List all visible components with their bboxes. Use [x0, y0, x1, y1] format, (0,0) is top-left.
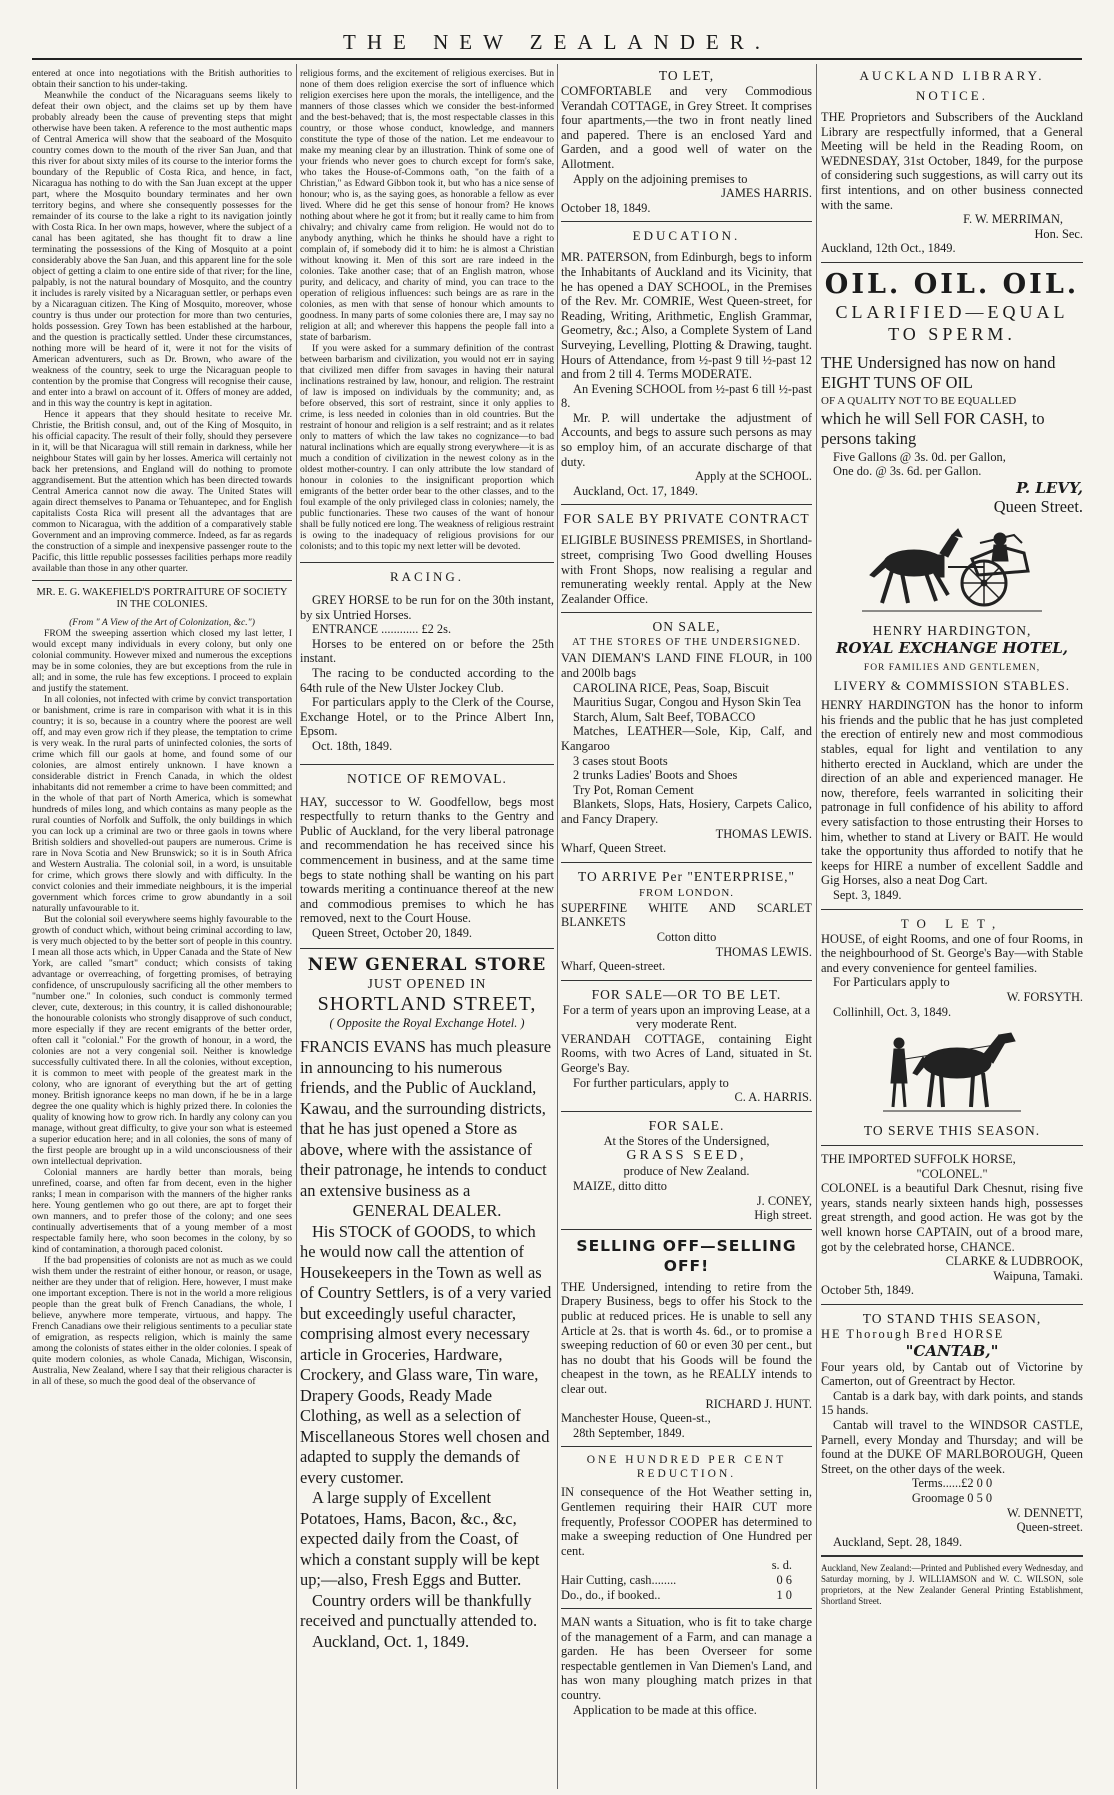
- ad-date: Auckland, 12th Oct., 1849.: [821, 241, 956, 256]
- ad-date: October 18, 1849.: [561, 200, 651, 215]
- ad-text: GENERAL DEALER.: [352, 1201, 502, 1221]
- divider: [821, 262, 1083, 263]
- ad-text: produce of New Zealand.: [623, 1164, 750, 1179]
- price-value: 0 6: [776, 1572, 792, 1587]
- ad-street: SHORTLAND STREET,: [317, 993, 537, 1016]
- list-item: CAROLINA RICE, Peas, Soap, Biscuit: [573, 680, 769, 695]
- ad-subheading: LIVERY & COMMISSION STABLES.: [834, 678, 1070, 694]
- list-item: 3 cases stout Boots: [573, 753, 668, 768]
- ad-date: Sept. 3, 1849.: [833, 887, 902, 902]
- ad-body: HENRY HARDINGTON has the honor to inform his friends and the public that he has just completed the erection of entirely new and most commodious stables, equal for light and ventilation to any hitherto erected in Auckland, which are under the direction of an able and experienced manager. He now, therefore, feels warranted in soliciting their patronage in full confidence of his ability to afford every satisfaction to those entrusting their Horses to him, whether to stand at Livery or BAIT. He would take the opportunity thus afforded to notify that he keeps for HIRE a number of excellent Saddle and Gig Horses, also a neat Dog Cart.: [821, 698, 1083, 888]
- ad-text: Queen-street.: [1016, 1520, 1083, 1535]
- ad-body: IN consequence of the Hot Weather setting in, Gentlemen requiring their HAIR CUT more frequently, Professor COOPER has determined to make a sweeping reduction of One Hundred per cent.: [561, 1485, 812, 1558]
- price-row: [561, 1588, 812, 1603]
- ad-heading: AUCKLAND LIBRARY.: [859, 68, 1045, 83]
- selling-off-ad: [561, 1236, 812, 1441]
- masthead-rule: [32, 58, 1082, 60]
- divider: [821, 1304, 1083, 1305]
- price-label: Do., do., if booked..: [561, 1587, 661, 1602]
- ad-body: GREY HORSE to be run for on the 30th instant, by six Untried Horses.: [300, 593, 554, 622]
- ad-body: THE Undersigned has now on hand EIGHT TUNS OF OIL: [821, 352, 1056, 393]
- article-paragraph: religious forms, and the excitement of religious exercises. But in none of them does religion exercise the sort of influence which religion exercises here upon the morals, the intelligence, and the manners of those classes which we consider the best-informed and the best-behaved; that is, the most respectable classes in this country, or those whose conduct, knowledge, and manners constitute the type of those of the nation. Let me endeavour to make my meaning clear by an illustration. Think of some one of your friends who never goes to church except for form's sake, who takes the House-of-Commons oath, "on the faith of a Christian," as Edward Gibbon took it, but who has a nice sense of honour; who is, as the saying goes, as honorable a fellow as ever lived. Where did he get this sense of honour from? He knows nothing about where he got it from; but it really came to him from chivalry; and chivalry came from religion. He would not do to anybody anything, which he thinks he should have a right to complain of, if somebody did it to him: he is almost a Christian without knowing it. Men of this sort are rare indeed in the colonies. Take another case; that of an English matron, whose purity, and delicacy, and charity of mind, you can trace to the operation of religious influences: such beings are as rare in the colonies, as men with that sense of honour which amounts to goodness. In many parts of some colonies there are, I may say no religion at all; and wherever this happens the people fall into a state of barbarism.: [300, 68, 554, 343]
- ad-text: Waipuna, Tamaki.: [993, 1268, 1083, 1283]
- ad-date: Queen Street, October 20, 1849.: [312, 925, 473, 940]
- list-item: Try Pot, Roman Cement: [573, 782, 694, 797]
- ad-text: At the Stores of the Undersigned,: [603, 1133, 770, 1148]
- to-let-ad: [561, 68, 812, 215]
- article-source: (From " A View of the Art of Colonization, &c."): [69, 617, 255, 628]
- ad-text: For Particulars apply to: [833, 975, 950, 990]
- divider: [561, 221, 812, 222]
- ad-text: Wharf, Queen Street.: [561, 841, 667, 856]
- ad-text: Apply on the adjoining premises to: [573, 171, 748, 186]
- ad-subheading: GRASS SEED,: [626, 1148, 747, 1164]
- ad-text: For particulars apply to the Clerk of the Course, Exchange Hotel, or to the Prince Albert Inn, Epsom.: [300, 695, 554, 739]
- list-item: Blankets, Slops, Hats, Hosiery, Carpets Calico, and Fancy Drapery.: [561, 797, 812, 826]
- ad-heading: SELLING OFF—SELLING OFF!: [576, 1236, 797, 1275]
- removal-ad: [300, 771, 554, 941]
- list-item: Matches, LEATHER—Sole, Kip, Calf, and Kangaroo: [561, 724, 812, 753]
- ad-body: HOUSE, of eight Rooms, and one of four Rooms, in the neighbourhood of St. George's Bay—with Stable and every convenience for genteel families.: [821, 931, 1083, 975]
- divider: [300, 562, 554, 563]
- price-label: Hair Cutting, cash........: [561, 1572, 677, 1587]
- ad-text: which he will Sell FOR CASH, to persons taking: [821, 408, 1045, 449]
- ad-text: Queen Street.: [993, 496, 1083, 516]
- ad-text: "CANTAB,": [905, 1341, 999, 1360]
- ad-text: Horses to be entered on or before the 25th instant.: [300, 636, 554, 666]
- on-sale-ad: [561, 619, 812, 855]
- column-2: [300, 68, 554, 1788]
- ad-body: SUPERFINE WHITE AND SCARLET BLANKETS: [561, 900, 812, 930]
- to-arrive-ad: [561, 869, 812, 974]
- ad-text: The racing to be conducted according to the 64th rule of the New Ulster Jockey Club.: [300, 665, 554, 695]
- ad-text: Hon. Sec.: [1034, 226, 1083, 241]
- to-let-house-ad: [821, 916, 1083, 1020]
- divider: [561, 1608, 812, 1609]
- ad-subheading: AT THE STORES OF THE UNDERSIGNED.: [572, 637, 801, 649]
- ad-text: Cotton ditto: [656, 929, 717, 944]
- ad-text: Apply at the SCHOOL.: [694, 469, 812, 484]
- ad-date: Auckland, Oct. 17, 1849.: [573, 483, 698, 498]
- ad-body: MAN wants a Situation, who is fit to take charge of the management of a Farm, and can manage a garden. He has been Overseer for some respectable gentlemen in Van Diemen's Land, and has won many ploughing match prizes in that country.: [561, 1615, 812, 1703]
- ad-body: HAY, successor to W. Goodfellow, begs most respectfully to return thanks to the Gentry and Public of Auckland, for the very liberal patronage and recommendation he has received since his commencement in business, and at the same time begs to state nothing shall be wanting on his part towards meriting a continuance thereof at the new and commodious premises to which he has removed, next to the Court House.: [300, 794, 554, 926]
- ad-body: COLONEL is a beautiful Dark Chesnut, rising five years, stands nearly sixteen hands high, possesses great strength, and good action. He was got by the well known horse CAPTAIN, out of a brood mare, got by the celebrated horse, CHANCE.: [821, 1181, 1083, 1254]
- ad-body: Four years old, by Cantab out of Victorine by Camerton, out of Greentract by Hector.: [821, 1359, 1083, 1389]
- article-paragraph: But the colonial soil everywhere seems highly favourable to the growth of conduct which, without being criminal according to law, is very much objected to by the better sort of people in this country. I mean all those acts which, in Upper Canada and the State of New York, are called "smart" conduct; which consists of taking advantage or overreaching, of forgetting promises, of betraying confidence, of unscrupulously sacrificing all the other members to "number one." In colonies, such conduct is commonly termed clever, cute, dexterous; in this country, it is called dishonourable; the honourable colonists who strongly disapprove of such conduct, more especially if they are recent emigrants of the better order, often call it "colonial." For the growth of honour, in a word, the colonies are not a very congenial soil. Neither is knowledge successfully cultivated there. In all the colonies, without exception, it is common to meet with people of the greatest mark in the colony, who are ignorant of everything but the art of getting money. British ignorance keeps no man down, if he be in a large degree the one quality which is highly prized there. In colonies the quality of knowing how to grow rich. In hardly any colony can you manage, without great difficulty, to give your son what is esteemed a superior education here; and in all colonies, the sons of many of the first people are brought up in a wild unconsciousness of their own intellectual deprivation.: [32, 914, 292, 1167]
- ad-body: VAN DIEMAN'S LAND FINE FLOUR, in 100 and 200lb bags: [561, 651, 812, 680]
- ad-heading: TO LET,: [658, 68, 715, 83]
- stand-season-ad: [821, 1311, 1083, 1549]
- ad-text: Wharf, Queen-street.: [561, 959, 666, 974]
- imprint: Auckland, New Zealand:—Printed and Published every Wednesday, and Saturday morning, by J. WILLIAMSON and W. C. WILSON, sole proprietors, at the New Zealander General Printing Establishment, Shortland Street.: [821, 1563, 1083, 1607]
- grass-seed-ad: [561, 1118, 812, 1223]
- article-paragraph: In all colonies, not infected with crime by convict transportation or banishment, crime is rare in comparison with what it is in this country; it is so, because in a country where the poorest are well off, and may even grow rich if they please, the temptation to crime is very weak. In the rural parts of uninfected colonies, the sorts of crime which fill our gaols at home, and found some of our colonies, are almost entirely unknown. I have known a considerable district in French Canada, in which the oldest inhabitants did not remember a crime to have been committed; and in the whole of that part of North America, which is somewhat hundreds of miles long, and which contains as many people as the rural counties of Norfolk and Suffolk, the only buildings in which you can lock up a criminal are two or three gaols in towns where British soldiers and shovelled-out paupers are numerous. Crime is rare in Nova Scotia and New Brunswick; so it is in South Africa and Western Australia. The colonial soil, in a word, is unsuitable for crime, which grows there slowly and with difficulty. In the convict colonies and their immediate neighbours, it is the imperial government which forces crime to grow abundantly in a soil naturally unfavourable to it.: [32, 694, 292, 914]
- ad-heading: FOR SALE.: [648, 1117, 725, 1133]
- private-contract-ad: [561, 511, 812, 606]
- serve-season-ad: [821, 1123, 1083, 1298]
- ad-signature: THOMAS LEWIS.: [715, 944, 812, 959]
- library-ad: [821, 68, 1083, 256]
- divider: [821, 1555, 1083, 1557]
- ad-subheading: CLARIFIED—EQUAL TO SPERM.: [835, 301, 1069, 344]
- ad-text: Country orders will be thankfully received and punctually attended to.: [300, 1590, 538, 1631]
- ad-subheading: JUST OPENED IN: [367, 976, 487, 992]
- ad-text: ( Opposite the Royal Exchange Hotel. ): [329, 1016, 525, 1031]
- ad-signature: THOMAS LEWIS.: [715, 826, 812, 841]
- ad-text: MAIZE, ditto ditto: [573, 1179, 667, 1194]
- ad-text: For further particulars, apply to: [573, 1075, 729, 1090]
- ad-signature: W. FORSYTH.: [1006, 989, 1083, 1004]
- column-1: [32, 68, 292, 1788]
- racing-ad: [300, 569, 554, 754]
- divider: [561, 980, 812, 981]
- carriage-illustration-icon: [852, 521, 1052, 619]
- ad-text: Groomage 0 5 0: [911, 1490, 993, 1505]
- divider: [561, 862, 812, 863]
- ad-text: Cantab is a dark bay, with dark points, and stands 15 hands.: [821, 1388, 1083, 1418]
- divider: [32, 580, 292, 581]
- masthead: [0, 0, 1114, 62]
- ad-heading: TO ARRIVE Per "ENTERPRISE,": [577, 868, 796, 884]
- ad-text: High street.: [754, 1208, 812, 1223]
- article-paragraph: Meanwhile the conduct of the Nicaraguans seems likely to defeat their own object, and the claims set up by them have probably already been the cause of preventing steps that might otherwise have been taken. A reference to the most authentic maps of Central America will show that the seaboard of the Mosquito country comes down to the mouth of the river San Juan, and that this river for about sixty miles of its course to the interior forms the boundary of the Republic of Costa Rica, and hence, in fact, Nicaragua has nothing to do with the San Juan except at the upper part, where the Mosquito boundary terminates and her own territory begins, and where she consequently possesses for the remainder of its course to the lake a right to its navigation jointly with Costa Rica. In her own maps, however, where the subject of a canal has been agitated, she has thought fit to draw a line terminating the possessions of the King of Mosquito at a point considerably above the San Juan, and this apparent line for the sole object of getting a claim to one entire side of that river; for the line, palpably, is not the natural boundary of Mosquito, and the country it includes is rarely visited by a Nicaraguan settler, or perhaps even by a Nicaraguan citizen. The King of Mosquito, moreover, whose country is thus under our protection for more than two centuries, holds possession. Grey Town has been established at the harbour, and the question is practically settled. Under these circumstances, nothing more will be heard of it, were it not for the visits of American adventurers, such as Dr. Brown, who aware of the weakness of the country, seek to urge the Nicaraguan people to contention by the promise that Congress will recognise their cause, and enter into a brawl on account of it. Offers of money are added, and in this way the country is kept in agitation.: [32, 90, 292, 409]
- ad-signature: F. W. MERRIMAN,: [963, 212, 1063, 227]
- ad-body: COMFORTABLE and very Commodious Verandah COTTAGE, in Grey Street. It comprises four apartments,—the two in front neatly lined and papered. There is an enclosed Yard and Garden, and a good well of water on the Allotment.: [561, 84, 812, 171]
- column-3: [561, 68, 812, 1788]
- horse-illustration: [821, 1023, 1083, 1119]
- ad-heading: NEW GENERAL STORE: [307, 955, 547, 976]
- ad-heading: ROYAL EXCHANGE HOTEL,: [835, 639, 1069, 658]
- ad-subheading: THE IMPORTED SUFFOLK HORSE,: [821, 1152, 1016, 1167]
- ad-heading: TO SERVE THIS SEASON.: [863, 1123, 1041, 1139]
- education-ad: [561, 228, 812, 498]
- divider: [821, 1145, 1083, 1146]
- ad-body: FRANCIS EVANS has much pleasure in announcing to his numerous friends, and the Public of Auckland, Kawau, and the surrounding districts, that he has just opened a Store as above, where with the assistance of their patronage, he intends to conduct an extensive business as a: [300, 1037, 552, 1200]
- ad-heading: FOR SALE BY PRIVATE CONTRACT: [563, 511, 810, 527]
- price-line: Five Gallons @ 3s. 0d. per Gallon,: [833, 449, 1006, 464]
- sale-or-let-ad: [561, 987, 812, 1105]
- list-item: Starch, Alum, Salt Beef, TOBACCO: [573, 709, 756, 724]
- ad-text: Manchester House, Queen-st.,: [561, 1411, 711, 1426]
- ad-text: s. d.: [771, 1558, 792, 1573]
- ad-body: VERANDAH COTTAGE, containing Eight Rooms, with two Acres of Land, situated in St. George's Bay.: [561, 1031, 812, 1076]
- ad-heading: ON SALE,: [652, 619, 721, 635]
- general-store-ad: [300, 955, 554, 1652]
- ad-subheading: FROM LONDON.: [638, 886, 735, 899]
- ad-date: October 5th, 1849.: [821, 1283, 914, 1298]
- ad-date: Auckland, Sept. 28, 1849.: [833, 1534, 963, 1549]
- ad-heading: TO LET,: [900, 915, 1004, 931]
- ad-heading: NOTICE OF REMOVAL.: [347, 770, 507, 786]
- article-paragraph: If the bad propensities of colonists are not as much as we could wish them under the restraint of either honour, or reason, or usage, neither are they under that of religion. Here, however, I must make one important exception. There is not in the world a more religious people than the great bulk of French Canadians, the whole, I believe, anywhere more temperate, virtuous, and happy. The French Canadians owe their religious sentiments to a peculiar state of emigration, as respects religion, which is mainly the same among the colonists of states either in the older colonies. I speak of quite modern colonies, as whole Canada, Michigan, Wisconsin, Australia, New Zealand, where I say that their religious character is in all of these, so much the good deal of the observance of: [32, 1255, 292, 1387]
- ad-heading: TO STAND THIS SEASON,: [862, 1311, 1042, 1327]
- divider: [561, 1446, 812, 1447]
- price-line: One do. @ 3s. 6d. per Gallon.: [833, 464, 982, 479]
- ad-heading: RACING.: [389, 569, 465, 584]
- list-item: 2 trunks Ladies' Boots and Shoes: [573, 768, 738, 783]
- ad-subheading: For a term of years upon an improving Lease, at a very moderate Rent.: [562, 1002, 811, 1032]
- masthead-title: THE NEW ZEALANDER.: [343, 30, 771, 54]
- reduction-ad: [561, 1453, 812, 1602]
- ad-subheading: NOTICE.: [916, 88, 988, 103]
- ad-date: Auckland, Oct. 1, 1849.: [312, 1631, 470, 1651]
- ad-text: Terms......£2 0 0: [911, 1476, 993, 1491]
- ad-body: THE Proprietors and Subscribers of the Auckland Library are respectfully informed, that a General Meeting will be held in the Reading Room, on WEDNESDAY, 31st October, 1849, for the purpose of considering such suggestions, as will carry out its first intentions, and on other business connected with the same.: [821, 110, 1083, 212]
- ad-text: Mr. P. will undertake the adjustment of Accounts, and begs to assure such persons as may so employ him, of an accurate discharge of that duty.: [561, 410, 812, 469]
- divider: [300, 764, 554, 765]
- article-paragraph: Hence it appears that they should hesitate to receive Mr. Christie, the British consul, and, out of the King of Mosquito, in his official capacity. The result of their folly, should they persevere in it, will be that Nicaragua will still remain in darkness, while her neighbour States will gain by her losses. America will certainly not back her pretensions, and England will do nothing to promote aggrandisement. But the attention which has been directed towards Central America cannot now die away. The United States will again direct themselves to Panama or Tehuantepec, and for English capitalists Costa Rica will present all the advantages that are common to Nicaragua, with the addition of a comparatively stable Government and an improving commerce. Indeed, as far as regards the construction of a simple and inexpensive passenger route to the Pacific, this little republic possesses facilities perhaps more readily available than those in any other quarter.: [32, 409, 292, 574]
- ad-text: Application to be made at this office.: [573, 1702, 757, 1717]
- list-item: Mauritius Sugar, Congou and Hyson Skin Tea: [573, 695, 801, 710]
- ad-text: His STOCK of GOODS, to which he would now call the attention of Housekeepers in the Town as well as of Country Settlers, is of a very varied but exceedingly useful character, comprising almost every necessary article in Groceries, Hardware, Crockery, and Glass ware, Tin ware, Drapery Goods, Ready Made Clothing, as well as a selection of Miscellaneous Stores well chosen and adapted to supply the demands of every customer.: [300, 1221, 552, 1487]
- ad-heading: EDUCATION.: [632, 228, 741, 244]
- ad-signature: J. CONEY,: [756, 1193, 812, 1208]
- ad-text: HENRY HARDINGTON,: [872, 623, 1032, 639]
- column-4: [821, 68, 1083, 1788]
- ad-body: ELIGIBLE BUSINESS PREMISES, in Shortland-street, comprising Two Good dwelling Houses with Front Shops, now realising a regular and remunerating weekly rental. Apply at the New Zealander Office.: [561, 533, 812, 606]
- ad-heading: OIL. OIL. OIL.: [824, 268, 1080, 300]
- divider: [561, 504, 812, 505]
- article-paragraph: FROM the sweeping assertion which closed my last letter, I would except many individuals in every colony, but only one colonial community. However mixed and numerous the exceptions may be in some colonies, they are but exceptions from the rule in all; and in some, the rule has few exceptions. I proceed to explain and justify the statement.: [32, 628, 292, 694]
- ad-signature: P. LEVY,: [1016, 478, 1083, 497]
- divider: [821, 909, 1083, 910]
- divider: [561, 612, 812, 613]
- ad-subheading: FOR FAMILIES AND GENTLEMEN,: [863, 663, 1041, 674]
- ad-date: Collinhill, Oct. 3, 1849.: [833, 1004, 952, 1019]
- ad-text: ENTRANCE ............ £2 2s.: [312, 622, 452, 637]
- ad-heading: ONE HUNDRED PER CENT REDUCTION.: [586, 1454, 787, 1481]
- situation-wanted-ad: [561, 1615, 812, 1717]
- column-divider: [816, 64, 817, 1789]
- article-paragraph: Colonial manners are hardly better than morals, being unrefined, coarse, and often far from decent, even in the higher ranks; I mean in comparison with the manners of the higher ranks here. Young gentlemen who go out there, are apt to forget their own manners, and to prefer those of the colony; and one sees continually advertisements that of a young member of a most respectable family here, who soon becomes in the colony, by so kind of contamination, a thorough paced colonist.: [32, 1167, 292, 1255]
- divider: [561, 1229, 812, 1230]
- carriage-illustration: [821, 521, 1083, 619]
- ad-text: OF A QUALITY NOT TO BE EQUALLED: [821, 394, 1017, 407]
- oil-ad: [821, 269, 1083, 517]
- ad-date: 28th September, 1849.: [573, 1425, 685, 1440]
- ad-text: Cantab will travel to the WINDSOR CASTLE, Parnell, every Monday and Thursday; and will be found at the DUKE OF MARLBOROUGH, Queen Street, on the other days of the week.: [821, 1418, 1083, 1476]
- ad-body: THE Undersigned, intending to retire from the Drapery Business, begs to offer his Stock to the public at reduced prices. He is unable to sell any Article at 2s. that is worth 4s. 6d., or to promise a sweeping reduction of 60 or even 30 per cent., but has no doubt that his Goods will be found the cheapest in the town, as he REALLY intends to clear out.: [561, 1279, 812, 1396]
- column-divider: [557, 64, 558, 1789]
- ad-body: MR. PATERSON, from Edinburgh, begs to inform the Inhabitants of Auckland and its Vicinity, that he has opened a DAY SCHOOL, in the Premises of the Rev. Mr. COMRIE, West Queen-street, for Reading, Writing, Arithmetic, English Grammar, Geometry, &c.; Also, a Complete System of Land Surveying, Levelling, Plotting & Drawing, taught. Hours of Attendance, from ½-past 9 till ½-past 12 and from 2 till 4. Terms MODERATE.: [561, 250, 812, 382]
- ad-signature: JAMES HARRIS.: [721, 186, 812, 201]
- ad-subheading: HE Thorough Bred HORSE: [821, 1327, 1005, 1342]
- price-value: 1 0: [776, 1587, 792, 1602]
- divider: [561, 1111, 812, 1112]
- article-paragraph: If you were asked for a summary definition of the contrast between barbarism and civilization, you would not err in saying that civilized men differ from savages in having their natural inclinations restrained by law, honour, and religion. The restraint of law is imposed on individuals by the community; and, as before observed, this sort of restraint, since it only applies to crime, is less needed in colonies than in old countries. But the restraint of honour and religion is a self restraint; and as it relates only to matters of which the law takes no cognizance—to bad natural inclinations which are equally strong everywhere—it is as much a condition of civilization in the newest colony as in the oldest mother-country. I can only attribute the low standard of honour in colonies to the insignificant proportion which emigrants of the better order bear to the other classes, and to the foul example of the only privileged class in colonies; namely, the public functionaries. These two causes of the want of honour shall be fully noticed ere long. The weakness of religious restraint is owing to the inadequacy of religious provisions for our colonists; and to this topic my next letter will be devoted.: [300, 343, 554, 552]
- article-paragraph: entered at once into negotiations with the British authorities to obtain their sanction to his under-taking.: [32, 68, 292, 90]
- ad-text: "COLONEL.": [916, 1166, 988, 1181]
- ad-signature: CLARKE & LUDBROOK,: [945, 1254, 1083, 1269]
- ad-text: An Evening SCHOOL from ½-past 6 till ½-past 8.: [561, 381, 812, 411]
- ad-text: A large supply of Excellent Potatoes, Hams, Bacon, &c., &c, expected daily from the Coast, of which a constant supply will be kept up;—also, Fresh Eggs and Butter.: [300, 1488, 540, 1590]
- ad-signature: RICHARD J. HUNT.: [705, 1396, 812, 1411]
- ad-heading: FOR SALE—OR TO BE LET.: [591, 986, 782, 1002]
- ad-signature: C. A. HARRIS.: [734, 1090, 812, 1105]
- divider: [300, 948, 554, 949]
- ad-signature: W. DENNETT,: [1006, 1505, 1083, 1520]
- horse-illustration-icon: [877, 1023, 1027, 1119]
- price-row: [561, 1573, 812, 1588]
- article-title: MR. E. G. WAKEFIELD'S PORTRAITURE OF SOCIETY IN THE COLONIES.: [36, 587, 288, 610]
- column-divider: [296, 64, 297, 1789]
- hotel-ad: [821, 623, 1083, 902]
- ad-date: Oct. 18th, 1849.: [312, 738, 393, 753]
